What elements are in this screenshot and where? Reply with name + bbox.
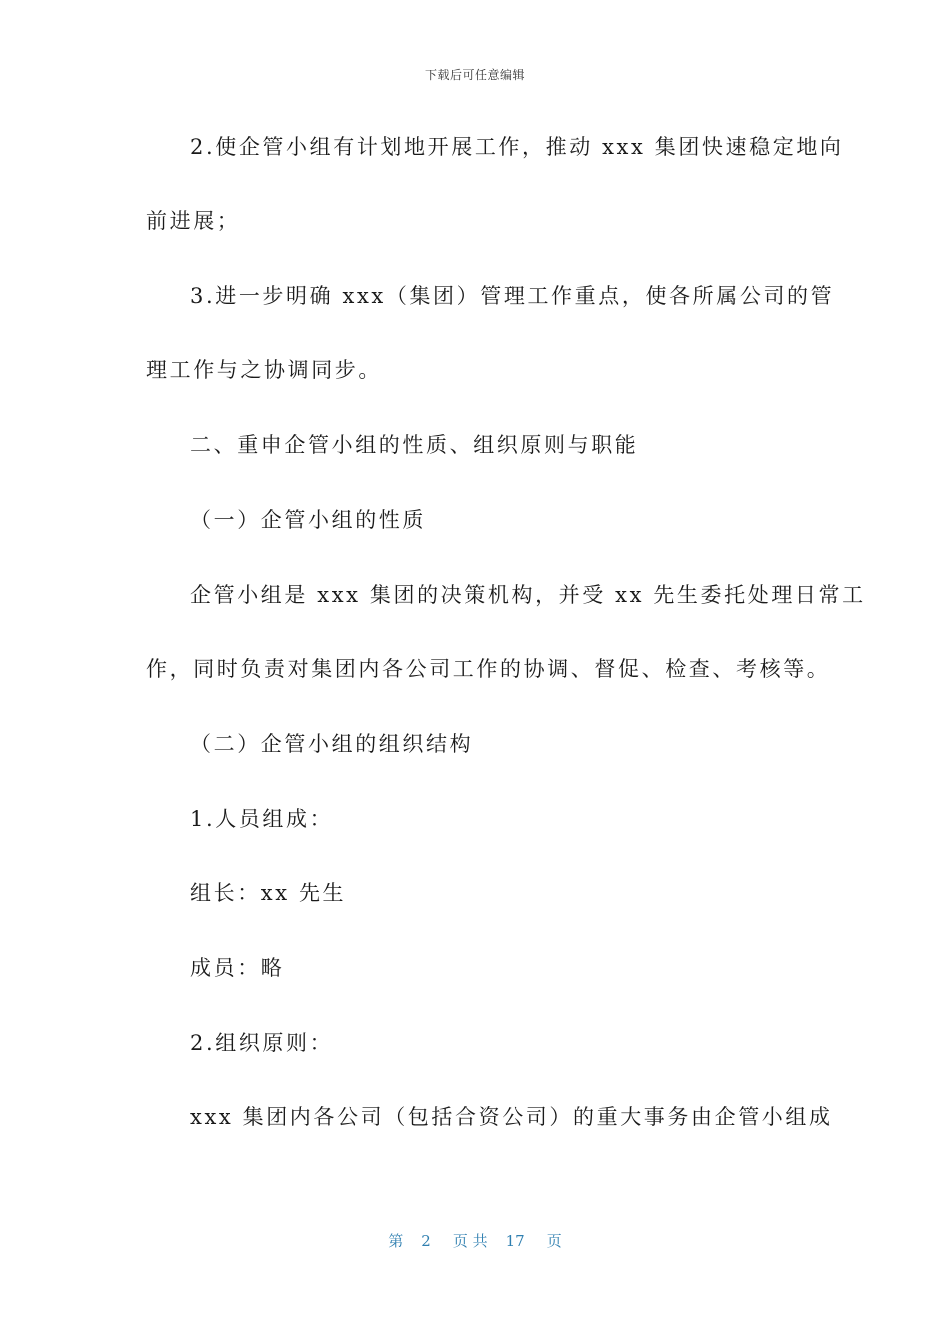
paragraph-line: 前进展； <box>146 209 241 233</box>
paragraph-line: xxx 集团内各公司（包括合资公司）的重大事务由企管小组成 <box>190 1105 833 1129</box>
list-item: 2.组织原则： <box>190 1031 334 1055</box>
footer-ye: 页 <box>546 1232 562 1250</box>
footer-di: 第 <box>388 1232 404 1250</box>
paragraph-line: 理工作与之协调同步。 <box>146 358 382 382</box>
list-item: 1.人员组成： <box>190 807 334 831</box>
page-header-note: 下载后可任意编辑 <box>424 68 525 82</box>
subsection-heading: （二）企管小组的组织结构 <box>190 732 474 756</box>
footer-ye-gong: 页 共 <box>452 1232 488 1250</box>
list-item: 成员：略 <box>190 956 285 980</box>
page-footer <box>0 1230 950 1251</box>
list-item: 组长：xx 先生 <box>190 881 347 905</box>
paragraph-line: 作，同时负责对集团内各公司工作的协调、督促、检查、考核等。 <box>146 657 831 681</box>
footer-total-pages: 17 <box>505 1232 525 1250</box>
paragraph-line: 企管小组是 xxx 集团的决策机构，并受 xx 先生委托处理日常工 <box>190 583 866 607</box>
paragraph-line: 3.进一步明确 xxx（集团）管理工作重点，使各所属公司的管 <box>190 284 835 308</box>
footer-page-number: 2 <box>421 1232 431 1250</box>
paragraph-line: 2.使企管小组有计划地开展工作，推动 xxx 集团快速稳定地向 <box>190 135 844 159</box>
section-heading: 二、重申企管小组的性质、组织原则与职能 <box>190 433 639 457</box>
subsection-heading: （一）企管小组的性质 <box>190 508 426 532</box>
